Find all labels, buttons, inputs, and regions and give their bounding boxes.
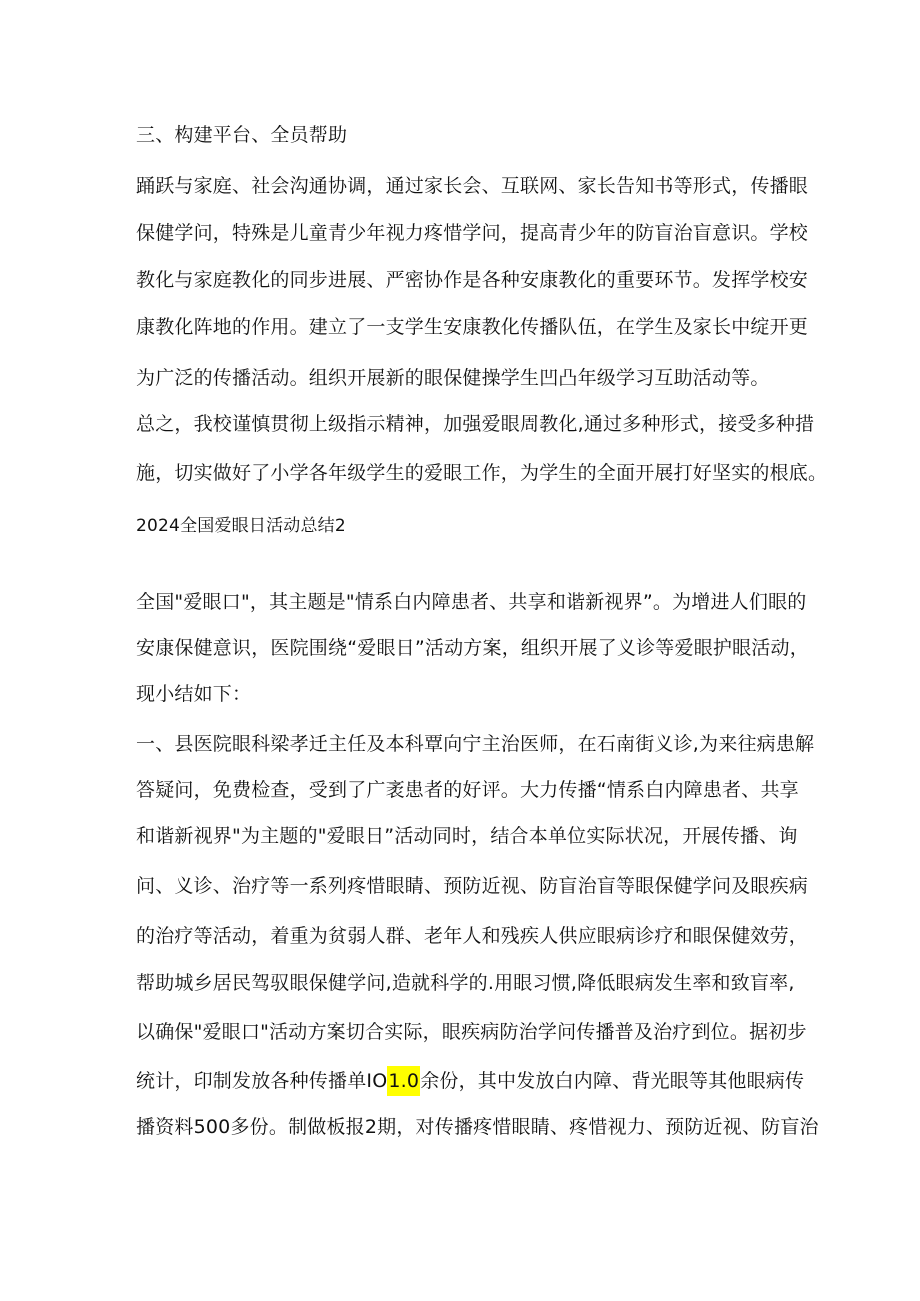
stat-prefix: IO [366, 1070, 388, 1092]
paragraph-line: 全国"爱眼口"，其主题是"情系白内障患者、共享和谐新视界”。为增进人们眼的 [136, 591, 807, 613]
stat-text-after: 余份，其中发放白内障、背光眼等其他眼病传 [420, 1070, 805, 1092]
paragraph-line: 安康保健意识，医院围绕“爱眼日”活动方案，组织开展了义诊等爱眼护眼活动， [136, 637, 809, 659]
paragraph-line: 播资料500多份。制做板报2期，对传播疼惜眼睛、疼惜视力、预防近视、防盲治 [136, 1116, 819, 1138]
paragraph-line: 和谐新视界"为主题的"爱眼日”活动同时，结合本单位实际状况，开展传播、询 [136, 825, 798, 847]
paragraph-line: 以确保"爱眼口"活动方案切合实际，眼疾病防治学问传播普及治疗到位。据初步 [136, 1021, 807, 1043]
paragraph-line: 的治疗等活动，着重为贫弱人群、老年人和残疾人供应眼病诊疗和眼保健效劳， [136, 925, 809, 947]
stat-text-before: 统计，印制发放各种传播单 [136, 1070, 367, 1092]
paragraph-line: 保健学问，特殊是儿童青少年视力疼惜学问，提高青少年的防盲治盲意识。学校 [136, 222, 809, 244]
section-heading: 三、构建平台、全员帮助 [136, 124, 348, 146]
paragraph-line: 踊跃与家庭、社会沟通协调，通过家长会、互联网、家长告知书等形式，传播眼 [136, 175, 809, 197]
highlighted-number: 1.0 [387, 1066, 420, 1096]
paragraph-line: 现小结如下： [136, 683, 252, 705]
paragraph-line: 帮助城乡居民驾驭眼保健学问,造就科学的.用眼习惯,降低眼病发生率和致盲率, [136, 972, 795, 994]
paragraph-line: 总之，我校谨慎贯彻上级指示精神，加强爱眼周教化,通过多种形式，接受多种措 [136, 413, 815, 435]
paragraph-line: 问、义诊、治疗等一系列疼惜眼睛、预防近视、防盲治盲等眼保健学问及眼疾病 [136, 875, 809, 897]
paragraph-line: 为广泛的传播活动。组织开展新的眼保健操学生凹凸年级学习互助活动等。 [136, 367, 770, 389]
paragraph-line: 一、县医院眼科梁孝迁主任及本科覃向宁主治医师，在石南街义诊,为来往病患解 [136, 733, 815, 755]
paragraph-line: 康教化阵地的作用。建立了一支学生安康教化传播队伍，在学生及家长中绽开更 [136, 316, 809, 338]
paragraph-line: 教化与家庭教化的同步进展、严密协作是各种安康教化的重要环节。发挥学校安 [136, 269, 809, 291]
article-title: 2024全国爱眼日活动总结2 [136, 516, 346, 536]
paragraph-line: 答疑问，免费检查，受到了广袤患者的好评。大力传播“情系白内障患者、共享 [136, 779, 799, 801]
paragraph-line: 施，切实做好了小学各年级学生的爱眼工作，为学生的全面开展打好坚实的根底。 [136, 462, 828, 484]
paragraph-line-stat [136, 1067, 804, 1095]
